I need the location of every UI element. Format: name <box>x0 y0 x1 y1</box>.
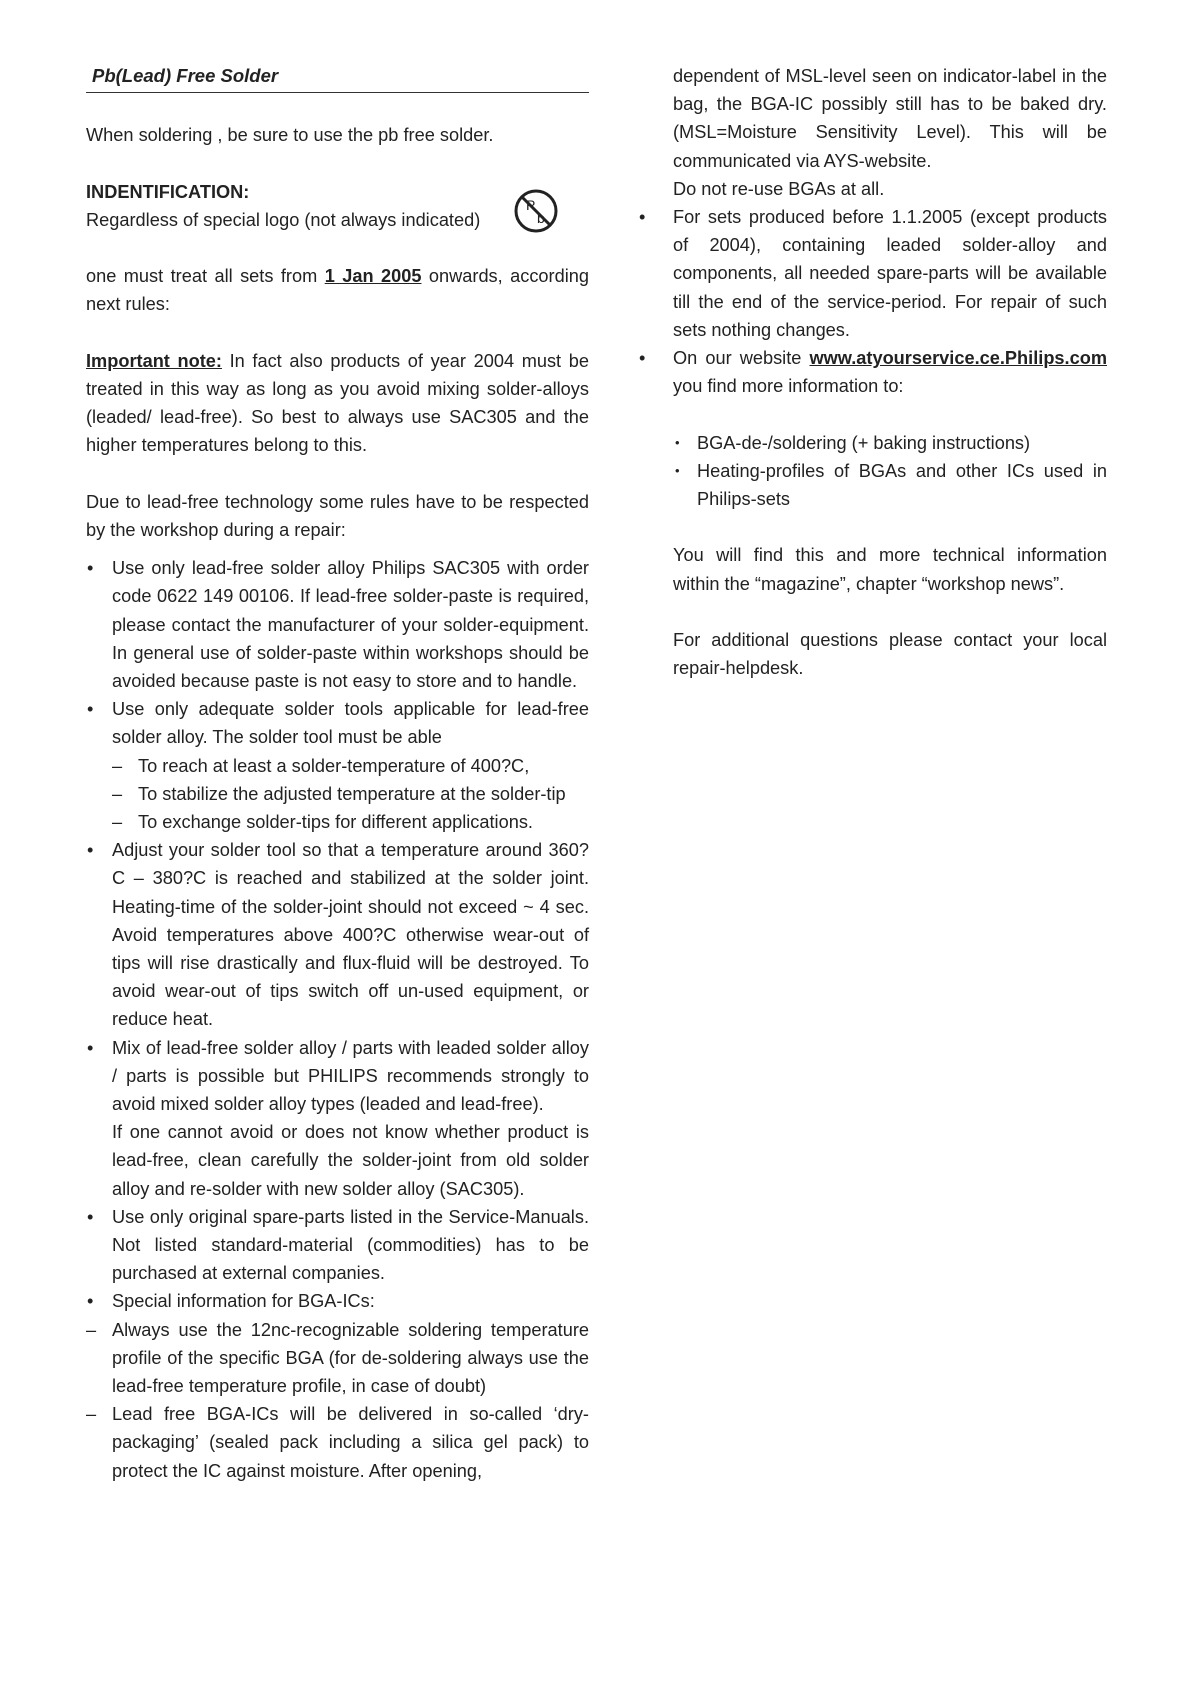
sub-list-item <box>112 752 589 780</box>
bullet-marker: • <box>639 348 646 369</box>
list-item-text: Special information for BGA-ICs: <box>112 1291 375 1312</box>
bullet-marker: • <box>87 558 94 579</box>
sub-list-item <box>112 780 589 808</box>
rules-intro <box>86 262 589 318</box>
right-column <box>639 62 1107 682</box>
sub-list-item <box>86 1400 589 1485</box>
bullet-marker: • <box>87 840 94 861</box>
dash-marker: – <box>86 1404 97 1425</box>
page-title: Pb(Lead) Free Solder <box>86 62 589 93</box>
sub-list <box>112 752 589 837</box>
identification-row <box>86 196 589 234</box>
website-link[interactable]: www.atyourservice.ce.Philips.com <box>809 348 1107 369</box>
list-item <box>86 554 589 695</box>
sub-list-item-text: Always use the 12nc-recognizable soldering temperature profile of the specific BGA (for de-soldering always use the lead-free temperature profile, in case of doubt) <box>112 1319 589 1397</box>
important-note-label: Important note: <box>86 350 222 371</box>
important-note-text: In fact also products of year 2004 must be treated in this way as long as you avoid mixing solder-alloys (leaded/ lead-free). So best to always use SAC305 and the higher temperatures belong to this. <box>86 350 589 456</box>
bullet-marker: • <box>87 699 94 720</box>
list-item-text: Adjust your solder tool so that a temperature around 360?C – 380?C is reached and stabilized at the solder joint. Heating-time of the solder-joint should not exceed ~ 4 sec. Avoid temperatures above 400?C otherwise wear-out of tips will rise drastically and flux-fluid will be destroyed. To avoid wear-out of tips switch off un-used equipment, or reduce heat. <box>112 840 589 1030</box>
sub-list-item <box>86 1316 589 1401</box>
info-list-item <box>673 429 1107 457</box>
sub-list <box>86 1316 589 1485</box>
rules-intro-before: one must treat all sets from <box>86 266 325 287</box>
identification-heading: INDENTIFICATION: <box>86 181 250 202</box>
important-note <box>86 347 589 460</box>
intro-text: When soldering , be sure to use the pb free solder. <box>86 125 494 146</box>
bullet-marker: • <box>639 207 646 228</box>
small-bullet-marker: • <box>675 434 680 450</box>
list-item-text: Use only original spare-parts listed in the Service-Manuals. Not listed standard-material (commodities) has to be purchased at external companies. <box>112 1206 589 1284</box>
list-item-text: Mix of lead-free solder alloy / parts with leaded solder alloy / parts is possible but PHILIPS recommends strongly to avoid mixed solder alloy types (leaded and lead-free). <box>112 1037 589 1115</box>
dash-marker: – <box>112 783 123 804</box>
info-list-item-text: Heating-profiles of BGAs and other ICs used in Philips-sets <box>697 460 1107 510</box>
small-bullet-marker: • <box>675 462 680 478</box>
identification-text: Regardless of special logo (not always indicated) <box>86 209 481 230</box>
dash-marker: – <box>112 812 123 833</box>
list-item-text: For sets produced before 1.1.2005 (except products of 2004), containing leaded solder-alloy and components, all needed spare-parts will be available till the end of the service-period. For repair of such sets nothing changes. <box>673 207 1107 340</box>
magazine-text: You will find this and more technical information within the “magazine”, chapter “workshop news”. <box>673 545 1107 594</box>
sub-list-item-text: To reach at least a solder-temperature of 400?C, <box>138 755 530 776</box>
left-bullet-list <box>86 554 589 1485</box>
list-item <box>86 695 589 836</box>
list-item <box>639 344 1107 400</box>
bullet-marker: • <box>87 1291 94 1312</box>
sub-list-item <box>112 808 589 836</box>
right-bullet-list <box>639 203 1107 400</box>
no-reuse-text: Do not re-use BGAs at all. <box>673 178 885 199</box>
lead-free-intro: Due to lead-free technology some rules have to be respected by the workshop during a repair: <box>86 491 589 540</box>
bullet-marker: • <box>87 1206 94 1227</box>
sub-list-item-text: To exchange solder-tips for different applications. <box>138 812 533 833</box>
info-list-item <box>673 457 1107 513</box>
list-item-text: Use only adequate solder tools applicable for lead-free solder alloy. The solder tool must be able <box>112 699 589 748</box>
dash-marker: – <box>86 1319 97 1340</box>
list-item <box>86 1034 589 1203</box>
sub-list-item-text: Lead free BGA-ICs will be delivered in so-called ‘dry-packaging’ (sealed pack including a silica gel pack) to protect the IC against moisture. After opening, <box>112 1404 589 1481</box>
bga-continuation-text: dependent of MSL-level seen on indicator-label in the bag, the BGA-IC possibly still has to be baked dry. (MSL=Moisture Sensitivity Level). This will be communicated via AYS-website. <box>673 66 1107 171</box>
list-item-text: Use only lead-free solder alloy Philips SAC305 with order code 0622 149 00106. If lead-free solder-paste is required, please contact the manufacturer of your solder-equipment. In general use of solder-paste within workshops should be avoided because paste is not easy to store and to handle. <box>112 558 589 691</box>
rules-intro-after: onwards, according next rules: <box>86 266 589 315</box>
list-item <box>86 836 589 1033</box>
pb-free-logo-icon <box>513 188 559 234</box>
info-list-item-text: BGA-de-/soldering (+ baking instructions) <box>697 432 1031 453</box>
dash-marker: – <box>112 755 123 776</box>
left-column <box>86 62 589 1485</box>
list-item-text-after: you find more information to: <box>673 376 904 397</box>
pb-logo-letter-b: b <box>537 209 545 226</box>
pb-logo-letter-p: P <box>526 196 536 213</box>
rules-intro-date: 1 Jan 2005 <box>324 266 422 287</box>
info-list <box>673 429 1107 514</box>
list-item-text: On our website <box>673 348 810 369</box>
list-item <box>86 1203 589 1288</box>
list-item-extra-text: If one cannot avoid or does not know whether product is lead-free, clean carefully the solder-joint from old solder alloy and re-solder with new solder alloy (SAC305). <box>112 1122 589 1199</box>
sub-list-item-text: To stabilize the adjusted temperature at the solder-tip <box>138 783 566 804</box>
list-item <box>639 203 1107 344</box>
contact-text: For additional questions please contact your local repair-helpdesk. <box>673 630 1107 679</box>
list-item <box>86 1287 589 1484</box>
bullet-marker: • <box>87 1037 94 1058</box>
